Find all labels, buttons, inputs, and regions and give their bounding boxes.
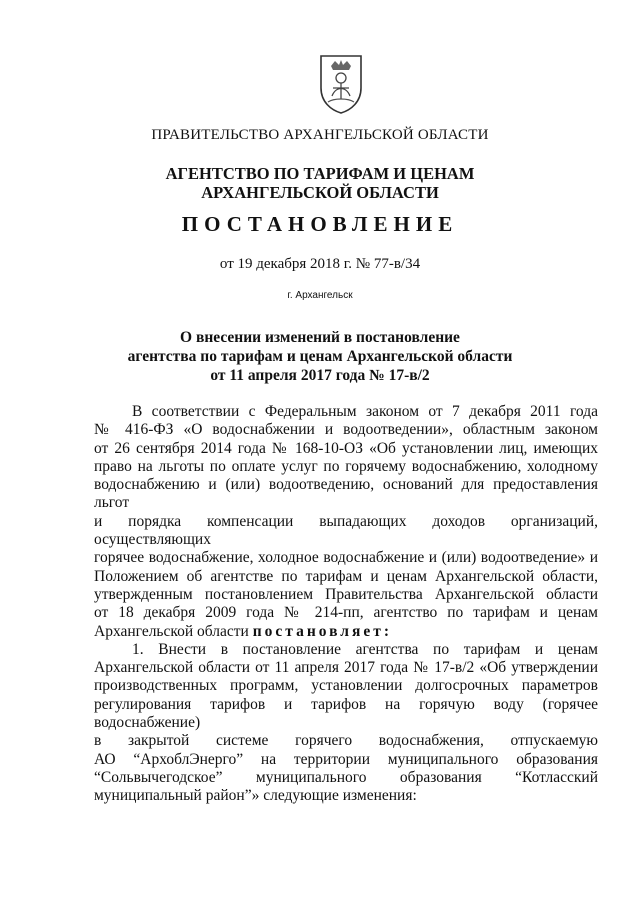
body-paragraph-line: водоснабжению и (или) водоотведению, оснований для предоставления льгот bbox=[94, 476, 598, 512]
date-and-number: от 19 декабря 2018 г. № 77-в/34 bbox=[219, 256, 421, 272]
body-paragraph-line: В соответствии с Федеральным законом от 7 декабря 2011 года bbox=[132, 403, 598, 420]
body-paragraph-line: от 26 сентября 2014 года № 168-10-ОЗ «Об установлении лиц, имеющих bbox=[94, 439, 598, 457]
subject-line: от 11 апреля 2017 года № 17-в/2 bbox=[210, 367, 430, 384]
body-paragraph-line: муниципальный район”» следующие изменения: bbox=[94, 787, 417, 805]
body-paragraph-line: производственных программ, установлении долгосрочных параметров bbox=[94, 677, 598, 695]
subject-line: О внесении изменений в постановление bbox=[180, 329, 460, 346]
body-paragraph-line: в закрытой системе горячего водоснабжения, отпускаемую bbox=[94, 732, 598, 750]
body-paragraph-line: “Сольвычегодское” муниципального образования “Котласский bbox=[94, 768, 598, 786]
agency-heading-line: АРХАНГЕЛЬСКОЙ ОБЛАСТИ bbox=[201, 183, 439, 202]
document-body bbox=[94, 403, 598, 806]
body-text: Архангельской области bbox=[94, 622, 253, 640]
coat-of-arms-emblem bbox=[318, 52, 364, 114]
body-paragraph-line: и порядка компенсации выпадающих доходов организаций, осуществляющих bbox=[94, 512, 598, 549]
body-paragraph-line: Положением об агентстве по тарифам и ценам Архангельской области, bbox=[94, 567, 598, 585]
decree-subject bbox=[0, 328, 640, 385]
body-paragraph-line: № 416-ФЗ «О водоснабжении и водоотведении», областным законом bbox=[94, 421, 598, 439]
body-paragraph-line: утвержденным постановлением Правительства Архангельской области bbox=[94, 585, 598, 603]
agency-heading bbox=[0, 164, 640, 202]
agency-heading-line: АГЕНТСТВО ПО ТАРИФАМ И ЦЕНАМ bbox=[165, 164, 475, 183]
subject-line: агентства по тарифам и ценам Архангельской области bbox=[127, 348, 513, 365]
body-paragraph-line: АО “АрхоблЭнерго” на территории муниципального образования bbox=[94, 750, 598, 768]
city-label: г. Архангельск bbox=[287, 290, 353, 301]
body-paragraph-line bbox=[94, 623, 598, 641]
body-paragraph-line: Архангельской области от 11 апреля 2017 года № 17-в/2 «Об утверждении bbox=[94, 659, 598, 677]
body-paragraph-line: регулирования тарифов и тарифов на горячую воду (горячее водоснабжение) bbox=[94, 695, 598, 732]
body-paragraph-line: горячее водоснабжение, холодное водоснабжение и (или) водоотведение» и bbox=[94, 549, 598, 567]
document-type-title: ПОСТАНОВЛЕНИЕ bbox=[181, 212, 459, 236]
body-paragraph-line: от 18 декабря 2009 года № 214-пп, агентство по тарифам и ценам bbox=[94, 604, 598, 622]
resolves-keyword: постановляет: bbox=[252, 622, 393, 640]
body-paragraph-line: право на льготы по оплате услуг по горячему водоснабжению, холодному bbox=[94, 457, 598, 475]
government-heading: ПРАВИТЕЛЬСТВО АРХАНГЕЛЬСКОЙ ОБЛАСТИ bbox=[151, 127, 489, 143]
body-paragraph-line: 1. Внести в постановление агентства по тарифам и ценам bbox=[132, 640, 598, 658]
